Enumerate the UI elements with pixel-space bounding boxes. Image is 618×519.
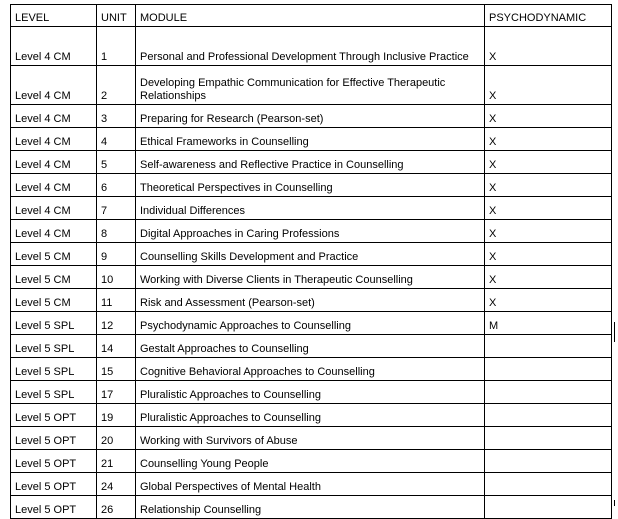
- cell-level: Level 4 CM: [11, 174, 97, 197]
- cell-module: Psychodynamic Approaches to Counselling: [136, 312, 485, 335]
- cell-module: Pluralistic Approaches to Counselling: [136, 381, 485, 404]
- cell-unit: 21: [97, 450, 136, 473]
- table-row: [11, 473, 612, 496]
- table-row: [11, 312, 612, 335]
- cell-module: Ethical Frameworks in Counselling: [136, 128, 485, 151]
- header-row: [11, 5, 612, 27]
- cell-psychodynamic: [485, 404, 612, 427]
- table-row: [11, 220, 612, 243]
- cell-level: Level 4 CM: [11, 220, 97, 243]
- cell-unit: 17: [97, 381, 136, 404]
- cell-unit: 24: [97, 473, 136, 496]
- modules-table: [10, 4, 612, 519]
- cell-module: Self-awareness and Reflective Practice in Counselling: [136, 151, 485, 174]
- cell-psychodynamic: X: [485, 243, 612, 266]
- cell-unit: 4: [97, 128, 136, 151]
- cell-level: Level 5 OPT: [11, 473, 97, 496]
- cell-psychodynamic: [485, 427, 612, 450]
- cell-unit: 9: [97, 243, 136, 266]
- table-row: [11, 66, 612, 105]
- cell-level: Level 5 CM: [11, 266, 97, 289]
- header-module: MODULE: [136, 5, 485, 27]
- table-row: [11, 27, 612, 66]
- cell-level: Level 4 CM: [11, 128, 97, 151]
- table-row: [11, 128, 612, 151]
- cell-psychodynamic: X: [485, 220, 612, 243]
- cell-level: Level 5 OPT: [11, 427, 97, 450]
- cell-level: Level 5 SPL: [11, 358, 97, 381]
- table-row: [11, 151, 612, 174]
- cell-unit: 2: [97, 66, 136, 105]
- cell-module: Working with Diverse Clients in Therapeutic Counselling: [136, 266, 485, 289]
- cell-module: Global Perspectives of Mental Health: [136, 473, 485, 496]
- cell-level: Level 4 CM: [11, 151, 97, 174]
- cell-unit: 5: [97, 151, 136, 174]
- cell-module: Personal and Professional Development Through Inclusive Practice: [136, 27, 485, 66]
- cell-psychodynamic: [485, 496, 612, 519]
- table-row: [11, 174, 612, 197]
- table-row: [11, 381, 612, 404]
- cell-psychodynamic: X: [485, 66, 612, 105]
- table-row: [11, 243, 612, 266]
- cell-psychodynamic: X: [485, 151, 612, 174]
- cell-level: Level 4 CM: [11, 66, 97, 105]
- cell-level: Level 4 CM: [11, 27, 97, 66]
- cell-module: Gestalt Approaches to Counselling: [136, 335, 485, 358]
- table-row: [11, 105, 612, 128]
- cell-module: Individual Differences: [136, 197, 485, 220]
- cell-module: Pluralistic Approaches to Counselling: [136, 404, 485, 427]
- cell-unit: 11: [97, 289, 136, 312]
- cell-unit: 1: [97, 27, 136, 66]
- cell-psychodynamic: [485, 473, 612, 496]
- cell-psychodynamic: X: [485, 27, 612, 66]
- cell-module: Counselling Skills Development and Practice: [136, 243, 485, 266]
- cell-unit: 3: [97, 105, 136, 128]
- table-row: [11, 496, 612, 519]
- cell-module: Developing Empathic Communication for Effective Therapeutic Relationships: [136, 66, 485, 105]
- table-row: [11, 427, 612, 450]
- header-psychodynamic: PSYCHODYNAMIC: [485, 5, 612, 27]
- cell-module: Risk and Assessment (Pearson-set): [136, 289, 485, 312]
- cell-module: Cognitive Behavioral Approaches to Counselling: [136, 358, 485, 381]
- cell-psychodynamic: X: [485, 289, 612, 312]
- table-row: [11, 404, 612, 427]
- cell-psychodynamic: [485, 450, 612, 473]
- table-row: [11, 197, 612, 220]
- cell-psychodynamic: [485, 381, 612, 404]
- cell-module: Relationship Counselling: [136, 496, 485, 519]
- table-row: [11, 289, 612, 312]
- cell-psychodynamic: X: [485, 128, 612, 151]
- cell-psychodynamic: X: [485, 174, 612, 197]
- cell-level: Level 5 SPL: [11, 335, 97, 358]
- cell-unit: 19: [97, 404, 136, 427]
- cell-unit: 10: [97, 266, 136, 289]
- cell-level: Level 5 CM: [11, 289, 97, 312]
- cell-psychodynamic: [485, 335, 612, 358]
- table-row: [11, 335, 612, 358]
- cell-module: Preparing for Research (Pearson-set): [136, 105, 485, 128]
- cell-unit: 8: [97, 220, 136, 243]
- header-unit: UNIT: [97, 5, 136, 27]
- cell-level: Level 5 SPL: [11, 312, 97, 335]
- cell-level: Level 4 CM: [11, 197, 97, 220]
- cell-psychodynamic: X: [485, 266, 612, 289]
- cell-module: Theoretical Perspectives in Counselling: [136, 174, 485, 197]
- cell-unit: 20: [97, 427, 136, 450]
- cell-level: Level 5 OPT: [11, 404, 97, 427]
- cell-psychodynamic: [485, 358, 612, 381]
- cell-module: Counselling Young People: [136, 450, 485, 473]
- cell-unit: 12: [97, 312, 136, 335]
- cell-module: Digital Approaches in Caring Professions: [136, 220, 485, 243]
- cell-module: Working with Survivors of Abuse: [136, 427, 485, 450]
- table-row: [11, 266, 612, 289]
- cell-unit: 26: [97, 496, 136, 519]
- table-row: [11, 450, 612, 473]
- cell-level: Level 5 OPT: [11, 450, 97, 473]
- cell-unit: 14: [97, 335, 136, 358]
- cell-psychodynamic: M: [485, 312, 612, 335]
- header-level: LEVEL: [11, 5, 97, 27]
- table-row: [11, 358, 612, 381]
- cell-unit: 6: [97, 174, 136, 197]
- cell-unit: 15: [97, 358, 136, 381]
- cell-unit: 7: [97, 197, 136, 220]
- cell-level: Level 4 CM: [11, 105, 97, 128]
- cell-psychodynamic: X: [485, 105, 612, 128]
- cell-level: Level 5 CM: [11, 243, 97, 266]
- cell-level: Level 5 OPT: [11, 496, 97, 519]
- cell-level: Level 5 SPL: [11, 381, 97, 404]
- cell-psychodynamic: X: [485, 197, 612, 220]
